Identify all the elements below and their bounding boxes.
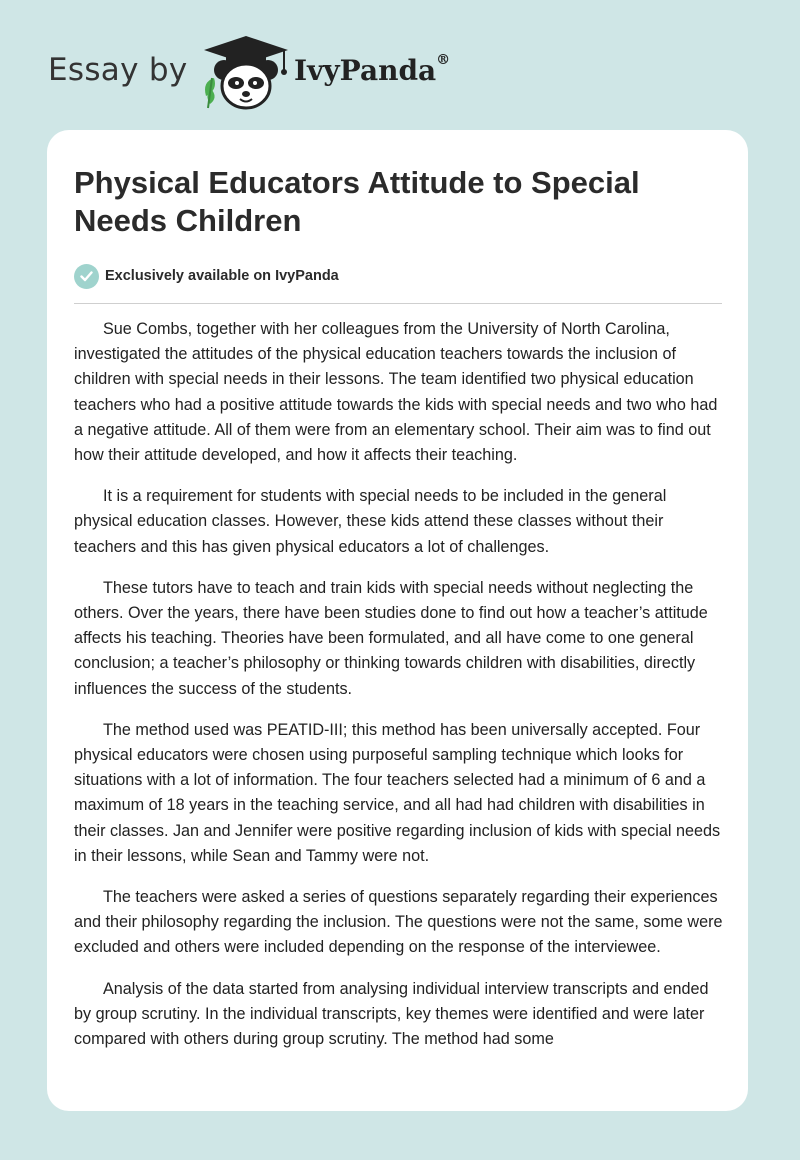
brand-name[interactable]: IvyPanda®: [294, 52, 451, 87]
paragraph: The teachers were asked a series of questions separately regarding their experiences and their philosophy regarding the inclusion. The questions were not the same, some were excluded and others were included depending on the response of the interviewee.: [74, 888, 723, 957]
page-title: Physical Educators Attitude to Special Needs Children: [74, 165, 640, 238]
panda-graduate-icon[interactable]: [200, 34, 292, 112]
paragraph: Sue Combs, together with her colleagues from the University of North Carolina, investigated the attitudes of the physical education teachers towards the inclusion of children with special needs in their lessons. The team identified two physical education teachers who had a positive attitude towards the kids with special needs and two who had a negative attitude. All of them were from an elementary school. Their aim was to find out how their attitude developed, and how it affects their teaching.: [74, 320, 718, 465]
check-icon: [74, 264, 99, 289]
paragraph: It is a requirement for students with special needs to be included in the general physical education classes. However, these kids attend these classes without their teachers and this has given physical educators a lot of challenges.: [74, 487, 667, 556]
site-header: [48, 34, 568, 114]
paragraph: The method used was PEATID-III; this method has been universally accepted. Four physical educators were chosen using purposeful sampling technique which looks for situations with a lot of information. The four teachers selected had a minimum of 6 and a maximum of 18 years in the teaching service, and all had had children with disabilities in their classes. Jan and Jennifer were positive regarding inclusion of kids with special needs in their lessons, while Sean and Tammy were not.: [74, 720, 721, 865]
essay-by-label: Essay by: [48, 52, 188, 88]
badge-label: Exclusively available on IvyPanda: [105, 268, 339, 284]
exclusive-badge: [74, 263, 339, 289]
paragraph: These tutors have to teach and train kids with special needs without neglecting the others. Over the years, there have been studies done to find out how a teacher’s attitude affects his teaching. Theories have been formulated, and all have come to one general conclusion; a teacher’s philosophy or thinking towards children with disabilities, directly influences the success of the students.: [74, 578, 708, 698]
essay-body: [74, 317, 724, 1068]
paragraph: Analysis of the data started from analysing individual interview transcripts and ended by group scrutiny. In the individual transcripts, key themes were identified and were later compared with others during group scrutiny. The method had some: [74, 979, 709, 1049]
divider: [74, 303, 722, 304]
essay-card: [47, 130, 748, 1111]
